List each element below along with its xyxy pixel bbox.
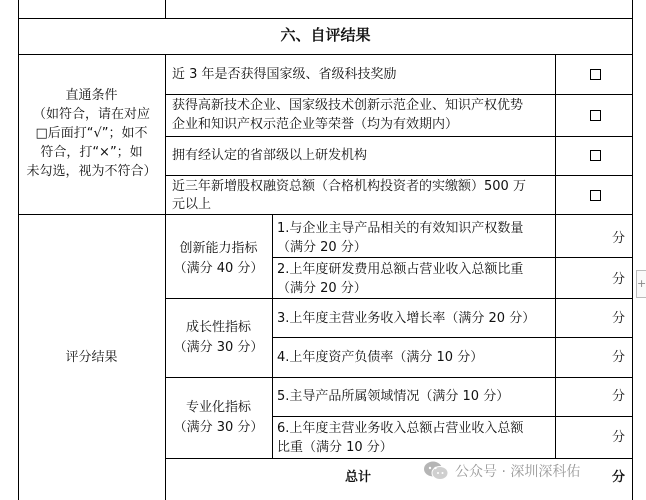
direct-conditions-note: 符合，打“×”；如	[40, 145, 143, 160]
indicator-group-name: 成长性指标	[185, 320, 251, 335]
indicator-group-name: 创新能力指标	[179, 241, 258, 256]
score-item-text: （满分 20 分）	[277, 240, 367, 255]
condition-checkbox[interactable]	[590, 190, 601, 201]
score-item-text: 5.主导产品所属领域情况（满分 10 分）	[277, 389, 510, 404]
total-label: 总计	[345, 470, 372, 485]
scoring-label: 评分结果	[65, 350, 118, 365]
score-unit: 分	[612, 389, 626, 404]
section-title: 六、自评结果	[280, 26, 371, 44]
watermark	[423, 458, 580, 484]
condition-checkbox[interactable]	[590, 69, 601, 80]
direct-conditions-label: 直通条件	[65, 88, 118, 103]
score-unit: 分	[612, 311, 626, 326]
score-item-text: 3.上年度主营业务收入增长率（满分 20 分）	[277, 311, 536, 326]
direct-conditions-note: （如符合，请在对应	[32, 107, 150, 122]
score-unit: 分	[612, 231, 626, 246]
edge-add-handle[interactable]: +	[636, 270, 646, 298]
score-unit: 分	[612, 272, 626, 287]
wechat-icon	[423, 459, 449, 483]
indicator-group-quota: （满分 30 分）	[173, 420, 264, 435]
watermark-text: 公众号 · 深圳深科佑	[455, 464, 581, 480]
condition-text: 拥有经认定的省部级以上研发机构	[172, 148, 368, 163]
score-unit: 分	[612, 350, 626, 365]
direct-conditions-note: □后面打“√”；如不	[35, 126, 148, 141]
total-unit: 分	[612, 470, 626, 485]
condition-text: 近 3 年是否获得国家级、省级科技奖励	[172, 67, 397, 82]
score-item-text: 2.上年度研发费用总额占营业收入总额比重	[277, 262, 524, 277]
score-item-text: 1.与企业主导产品相关的有效知识产权数量	[277, 221, 524, 236]
condition-checkbox[interactable]	[590, 110, 601, 121]
condition-checkbox[interactable]	[590, 150, 601, 161]
score-item-text: 6.上年度主营业务收入总额占营业收入总额	[277, 421, 524, 436]
condition-text: 获得高新技术企业、国家级技术创新示范企业、知识产权优势	[172, 98, 524, 113]
score-item-text: 比重（满分 10 分）	[277, 440, 393, 455]
condition-text: 元以上	[172, 197, 212, 212]
condition-text: 近三年新增股权融资总额（合格机构投资者的实缴额）500 万	[172, 179, 526, 194]
indicator-group-name: 专业化指标	[185, 400, 251, 415]
indicator-group-quota: （满分 40 分）	[173, 261, 264, 276]
score-unit: 分	[612, 430, 626, 445]
indicator-group-quota: （满分 30 分）	[173, 340, 264, 355]
score-item-text: 4.上年度资产负债率（满分 10 分）	[277, 350, 484, 365]
direct-conditions-note: 未勾选，视为不符合）	[26, 164, 157, 179]
condition-text: 企业和知识产权示范企业等荣誉（均为有效期内）	[172, 117, 459, 132]
score-item-text: （满分 20 分）	[277, 281, 367, 296]
